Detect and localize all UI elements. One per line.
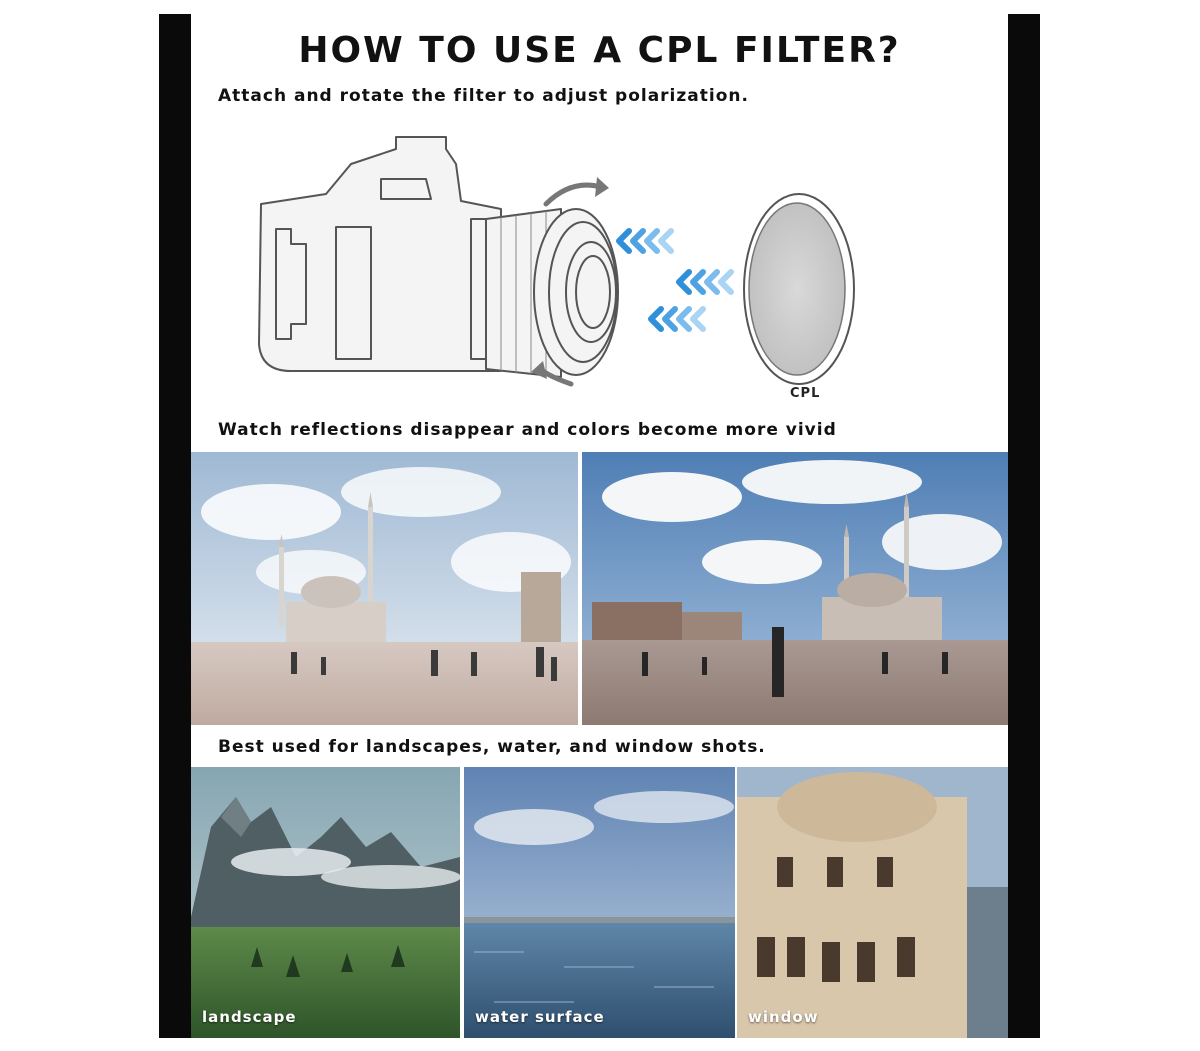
attach-caption: Attach and rotate the filter to adjust polarization. bbox=[218, 86, 749, 106]
use-case-tile-window bbox=[737, 767, 1008, 1038]
compare-caption: Watch reflections disappear and colors become more vivid bbox=[218, 420, 837, 440]
with-cpl-photo bbox=[582, 452, 1008, 725]
uses-caption: Best used for landscapes, water, and window shots. bbox=[218, 737, 766, 757]
tile-label-landscape: landscape bbox=[202, 1008, 297, 1026]
without-cpl-photo bbox=[191, 452, 578, 725]
cpl-filter-icon bbox=[744, 194, 854, 384]
attach-arrows-icon bbox=[619, 231, 731, 329]
cpl-filter-label: CPL bbox=[790, 386, 821, 401]
page-title: HOW TO USE A CPL FILTER? bbox=[298, 30, 901, 71]
use-case-tile-water-surface bbox=[464, 767, 735, 1038]
infographic-sheet bbox=[191, 14, 1008, 1038]
rotate-arrow-head-top bbox=[595, 177, 609, 197]
camera-icon bbox=[259, 137, 618, 377]
right-border-bar bbox=[1008, 14, 1040, 1038]
tile-label-window: window bbox=[748, 1008, 819, 1026]
camera-cpl-diagram bbox=[231, 109, 971, 414]
use-case-tile-landscape bbox=[191, 767, 460, 1038]
tile-label-water-surface: water surface bbox=[475, 1008, 605, 1026]
left-border-bar bbox=[159, 14, 191, 1038]
